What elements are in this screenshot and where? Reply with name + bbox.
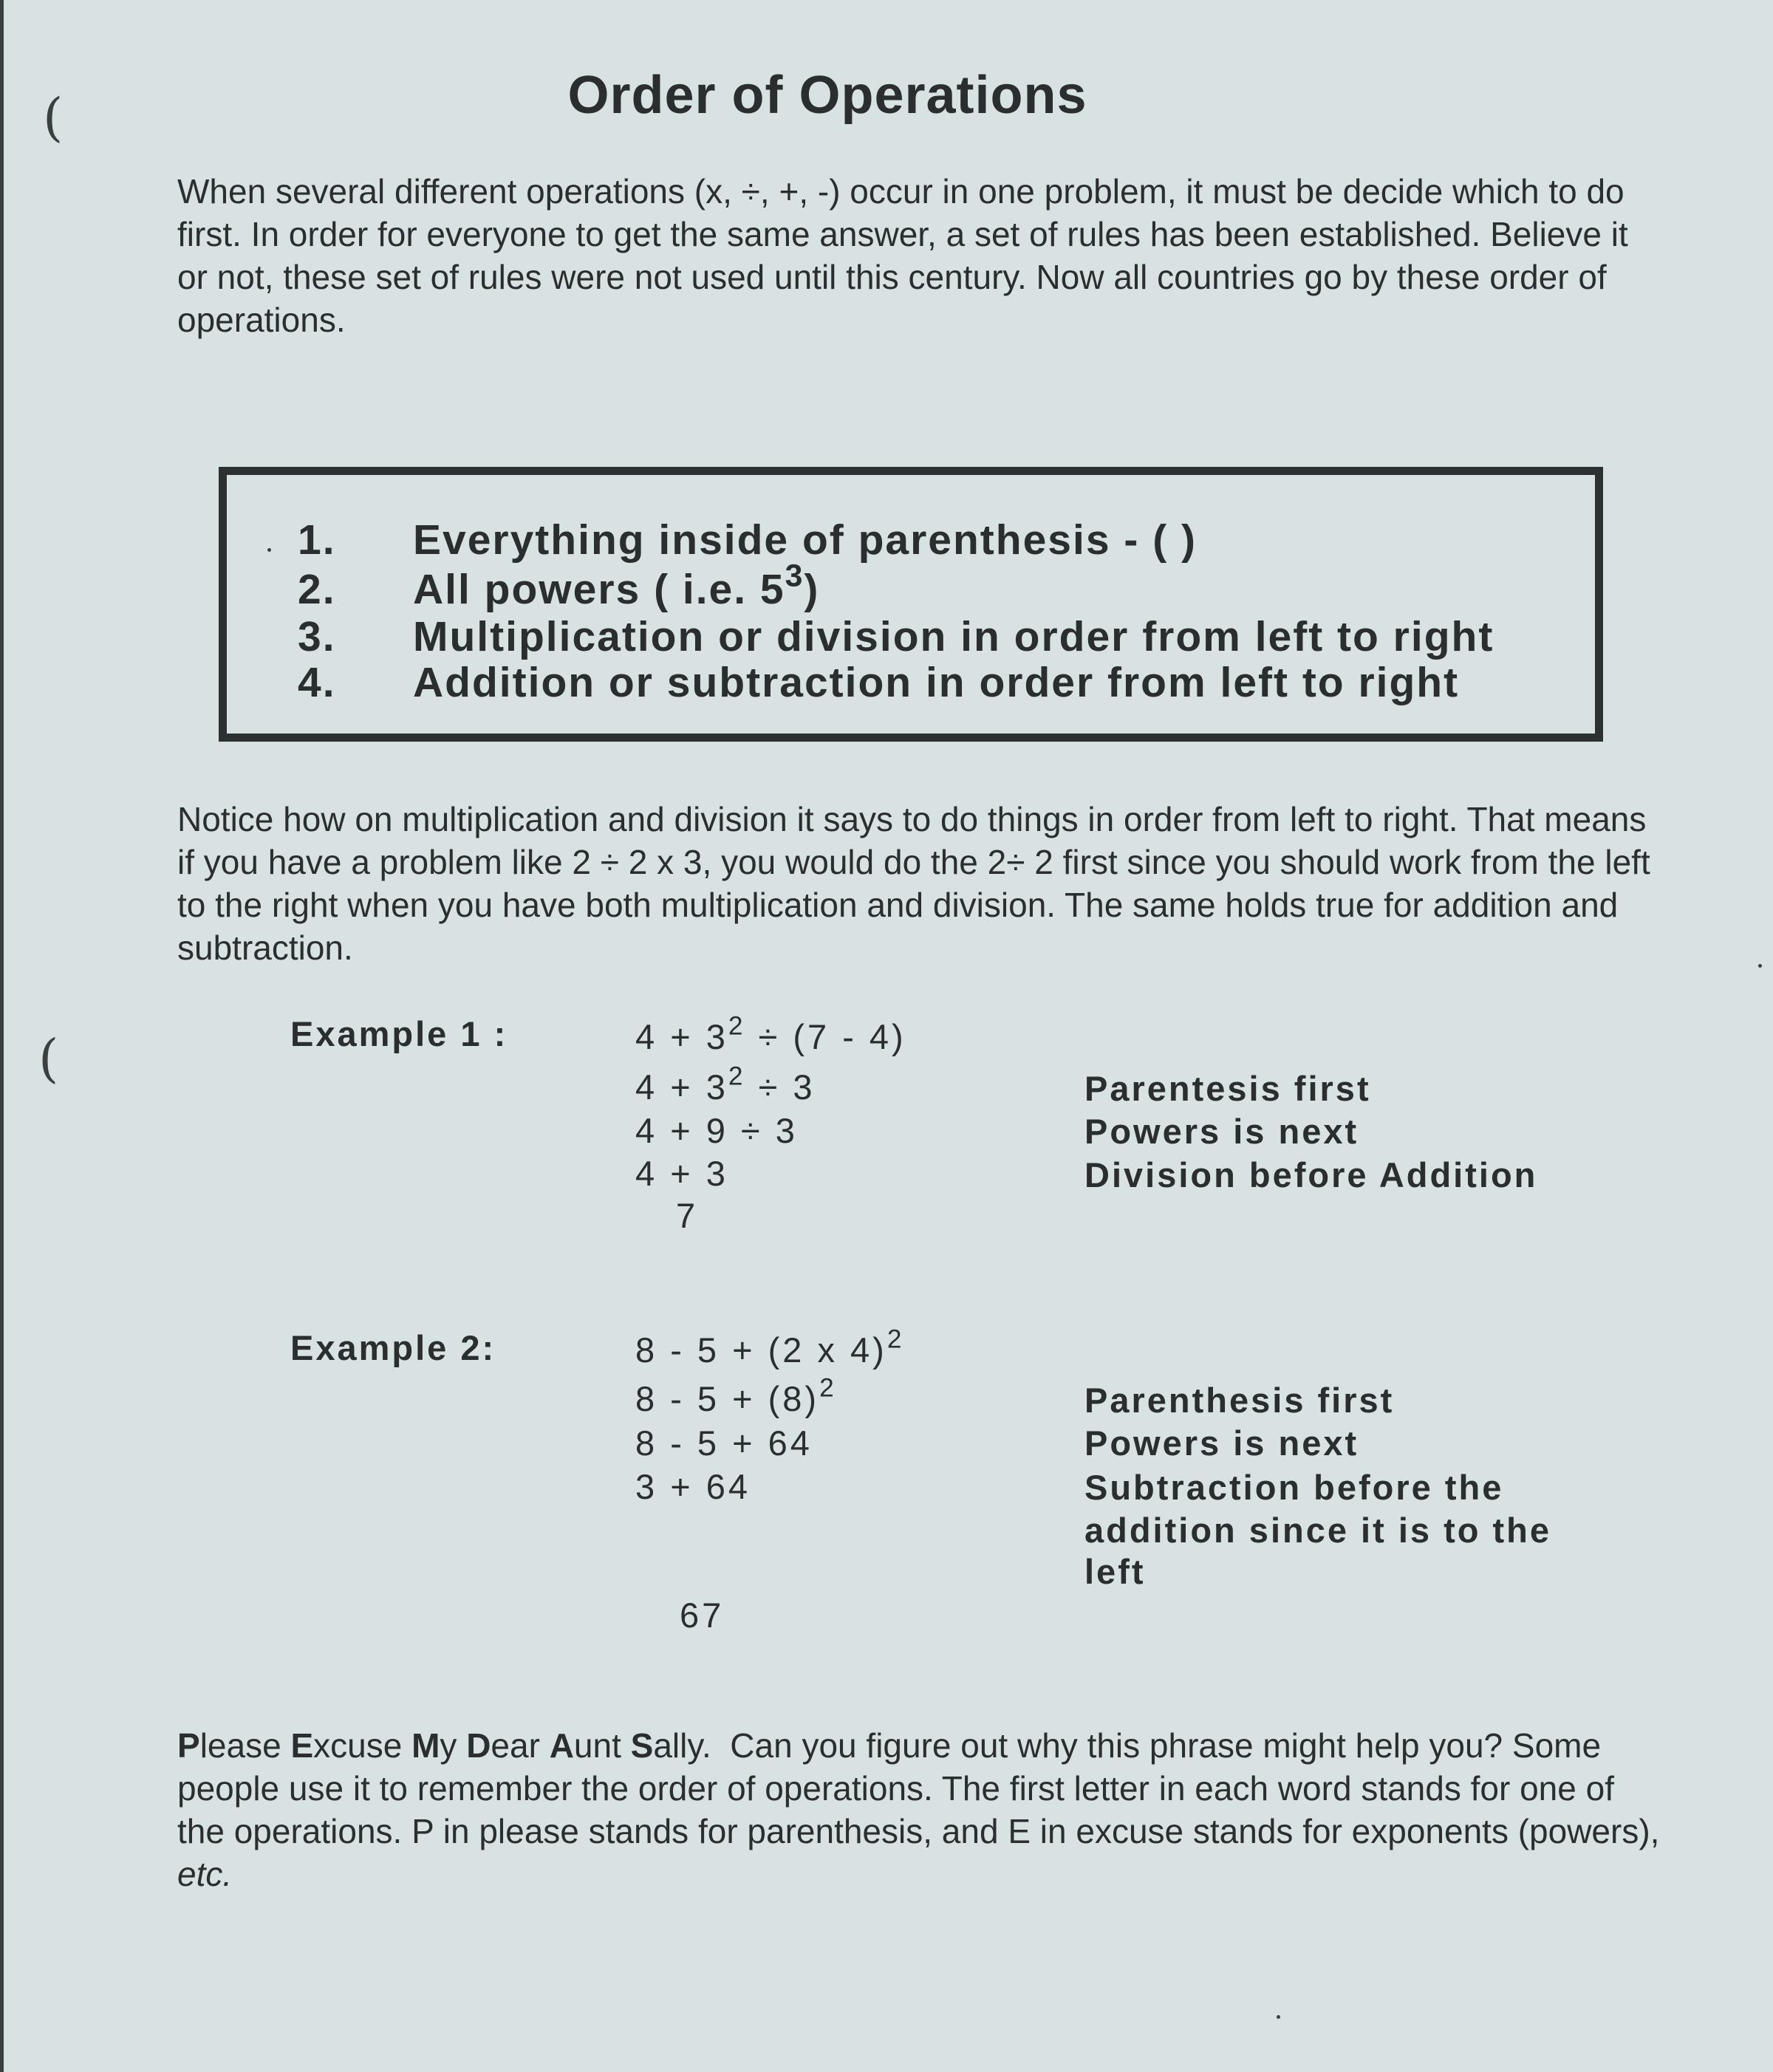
- rule-number: 1.: [298, 516, 336, 564]
- rules-box: [219, 467, 1603, 742]
- mnemonic-paragraph: [177, 1724, 1662, 1895]
- example-1-note: Powers is next: [1084, 1112, 1359, 1151]
- speck: [1758, 964, 1762, 968]
- mnemonic-phrase: Please Excuse My Dear Aunt Sally.: [177, 1726, 711, 1765]
- notice-paragraph: [177, 798, 1662, 969]
- example-1-step: $4 + 3^2 \div (7 - 4)$: [635, 1011, 906, 1056]
- example-1-step: $4 + 3^2 \div 3$: [635, 1061, 816, 1107]
- example-2-result: 67: [680, 1596, 725, 1635]
- intro-text: When several different operations (x, ÷, +, -) occur in one problem, it must be decide which to do first. In order for everyone to get the same answer, a set of rules has been established. Believe it or not, these set of rules were not used until this century. Now all countries go by these order of operations.: [177, 172, 1628, 339]
- example-2-label: Example 2:: [290, 1328, 496, 1367]
- rule-text: Multiplication or division in order from left to right: [413, 613, 1494, 660]
- rule-item: [298, 658, 1459, 707]
- mnemonic-text: [177, 1724, 1662, 1895]
- example-2-step: 8 - 5 + (2 x 4)$^2$: [635, 1324, 905, 1370]
- example-1-note: Parentesis first: [1084, 1069, 1371, 1108]
- example-2-step: $8 - 5 + (8)^2$: [635, 1373, 837, 1418]
- rule-item: [298, 612, 1494, 661]
- example-2-step: 8 - 5 + 64: [635, 1423, 813, 1463]
- example-2-note: Powers is next: [1084, 1423, 1359, 1463]
- binder-hole-mark: (: [43, 87, 64, 148]
- example-2-note: addition since it is to the: [1084, 1511, 1551, 1550]
- example-2-step: 3 + 64: [635, 1467, 751, 1506]
- rule-exponent: 3: [785, 558, 804, 594]
- mnemonic-body: Can you figure out why this phrase might help you? Some people use it to remember the order of operations. The first letter in each word stands for one of the operations. P in please stands for parenthesis, and E in excuse stands for exponents (powers),: [177, 1726, 1660, 1850]
- rule-text: All powers ( i.e. 5: [413, 566, 785, 613]
- example-2-note: Parenthesis first: [1084, 1381, 1395, 1420]
- example-2-note: Subtraction before the: [1084, 1468, 1504, 1507]
- mnemonic-etc: etc.: [177, 1855, 233, 1893]
- intro-paragraph: [177, 170, 1662, 341]
- example-1-note: Division before Addition: [1084, 1155, 1538, 1194]
- example-1-label: Example 1 :: [290, 1014, 508, 1053]
- example-1-step: 4 + 3: [635, 1154, 728, 1193]
- rule-text: Addition or subtraction in order from left to right: [413, 659, 1460, 706]
- rule-number: 4.: [298, 659, 336, 706]
- rule-text: ): [804, 566, 820, 613]
- example-1-result: 7: [676, 1196, 699, 1235]
- binder-hole-mark: (: [38, 1028, 59, 1089]
- rule-item: [298, 558, 820, 614]
- example-2-note: left: [1084, 1552, 1146, 1591]
- rule-number: 3.: [298, 613, 336, 660]
- page-edge-shadow: [0, 0, 4, 2072]
- rule-number: 2.: [298, 566, 336, 613]
- rule-text: Everything inside of parenthesis - ( ): [413, 516, 1198, 564]
- speck: [1277, 2015, 1280, 2019]
- example-1-step: 4 + 9 ÷ 3: [635, 1111, 798, 1150]
- page-title: Order of Operations: [567, 66, 1087, 125]
- notice-text: Notice how on multiplication and division it says to do things in order from left to right. That means if you have a problem like 2 ÷ 2 x 3, you would do the 2÷ 2 first since you should work from the left to the right when you have both multiplication and division. The same holds true for addition and subtraction.: [177, 800, 1650, 967]
- rule-item: [298, 516, 1197, 564]
